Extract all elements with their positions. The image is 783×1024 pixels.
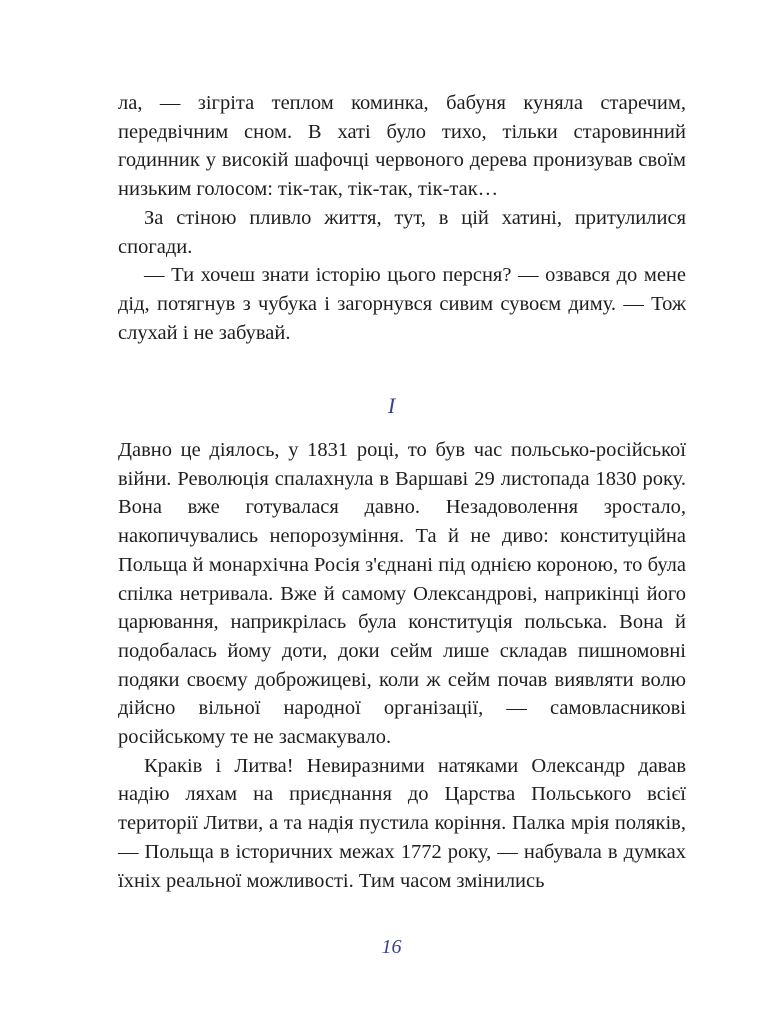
paragraph: Давно це діялось, у 1831 році, то був час польсько-російської війни. Революція спалахнула в Варшаві 29 листопада 1830 року. Вона вже готувалася давно. Незадоволення зростало, накопичувались непорозуміння. Та й не диво: конституційна Польща й монархічна Росія з'єднані під однією короною, то була спілка нетривала. Вже й самому Олександрові, наприкінці його царювання, наприкрілась була конституція польська. Вона й подобалась йому доти, доки сейм лише складав пишномовні подяки своєму доброжицеві, коли ж сейм почав виявляти волю дійсно вільної народної організації, — самовласникові російському те не засмакувало. [118, 439, 686, 749]
paragraph: За стіною пливло життя, тут, в цій хатині, притулилися спогади. [118, 206, 686, 258]
chapter-text [118, 436, 686, 895]
page-number: 16 [381, 936, 402, 958]
paragraph: Краків і Литва! Невиразними натяками Олександр давав надію ляхам на приєднання до Царства Польського всієї території Литви, а та надія пустила коріння. Палка мрія поляків, — Польща в історичних межах 1772 року, — набувала в думках їхніх реальної можливості. Тим часом змінились [118, 754, 686, 892]
chapter-heading: I [387, 393, 396, 418]
paragraph: — Ти хочеш знати історію цього персня? — озвався до мене дід, потягнув з чубука і загорнувся сивим сувоєм диму. — Тож слухай і не забувай. [118, 264, 686, 344]
paragraph: ла, — зігріта теплом коминка, бабуня куняла старечим, передвічним сном. В хаті було тихо, тільки старовинний годинник у високій шафочці червоного дерева пронизував своїм низьким голосом: тік-так, тік-так, тік-так… [118, 92, 686, 201]
intro-text [118, 89, 686, 347]
